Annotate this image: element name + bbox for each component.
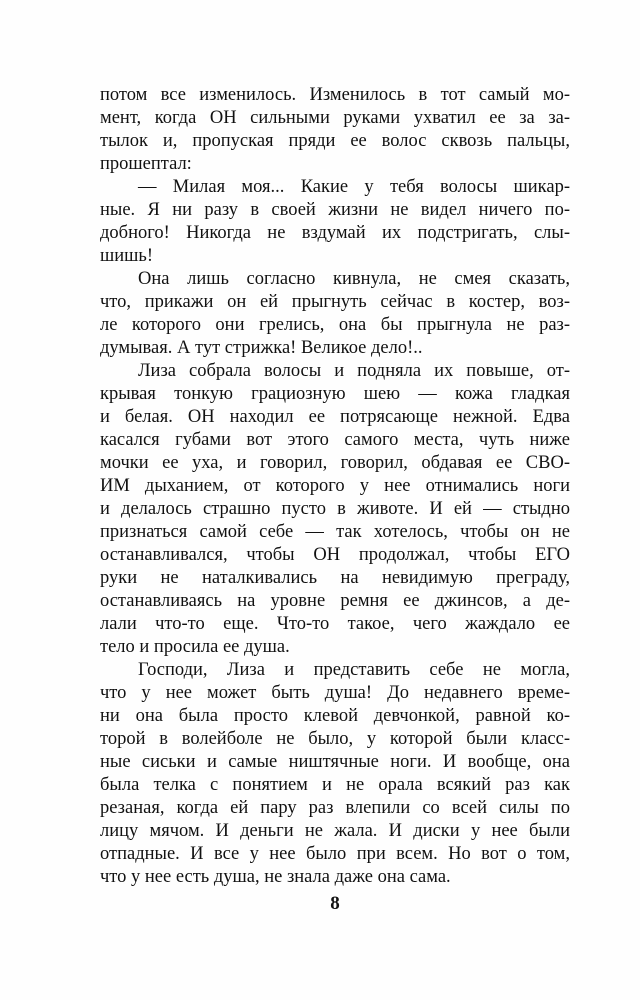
text-line: что у нее есть душа, не знала даже она сама. — [100, 867, 451, 887]
text-line: мочки ее уха, и говорил, говорил, обдавая ее СВО- — [100, 453, 570, 473]
text-line: Она лишь согласно кивнула, не смея сказать, — [138, 269, 570, 289]
text-line: отпадные. И все у нее было при всем. Но вот о том, — [100, 844, 570, 864]
page-number: 8 — [330, 893, 340, 914]
text-line: лицу мячом. И деньги не жала. И диски у нее были — [100, 821, 570, 841]
text-line: добного! Никогда не вздумай их подстригать, слы- — [100, 223, 570, 243]
text-line: ные. Я ни разу в своей жизни не видел ничего по- — [100, 200, 570, 220]
text-line: потом все изменилось. Изменилось в тот самый мо- — [100, 85, 570, 105]
text-line: мент, когда ОН сильными руками ухватил ее за за- — [100, 108, 570, 128]
text-line: признаться самой себе — так хотелось, чтобы он не — [100, 522, 570, 542]
text-line: ИМ дыханием, от которого у нее отнимались ноги — [100, 476, 570, 496]
text-paragraph — [100, 268, 570, 360]
text-line: что у нее может быть душа! До недавнего време- — [100, 683, 570, 703]
text-block — [100, 84, 570, 889]
text-line: крывая тонкую грациозную шею — кожа гладкая — [100, 384, 570, 404]
text-line: прошептал: — [100, 154, 192, 174]
text-line: тылок и, пропуская пряди ее волос сквозь пальцы, — [100, 131, 570, 151]
text-line: ле которого они грелись, она бы прыгнула не раз- — [100, 315, 570, 335]
text-line: касался губами вот этого самого места, чуть ниже — [100, 430, 570, 450]
text-paragraph — [100, 176, 570, 268]
text-line: ные сиськи и самые ништячные ноги. И вообще, она — [100, 752, 570, 772]
text-line: Лиза собрала волосы и подняла их повыше, от- — [138, 361, 570, 381]
text-line: думывая. А тут стрижка! Великое дело!.. — [100, 338, 423, 358]
text-line: была телка с понятием и не орала всякий раз как — [100, 775, 570, 795]
text-line: Господи, Лиза и представить себе не могла, — [138, 660, 570, 680]
text-line: тело и просила ее душа. — [100, 637, 290, 657]
text-paragraph — [100, 84, 570, 176]
text-line: ни она была просто клевой девчонкой, равной ко- — [100, 706, 570, 726]
text-line: и белая. ОН находил ее потрясающе нежной. Едва — [100, 407, 570, 427]
text-line: торой в волейболе не было, у которой были класс- — [100, 729, 570, 749]
text-line: что, прикажи он ей прыгнуть сейчас в костер, воз- — [100, 292, 570, 312]
text-line: останавливался, чтобы ОН продолжал, чтобы ЕГО — [100, 545, 570, 565]
text-line: шишь! — [100, 246, 153, 266]
text-line: и делалось страшно пусто в животе. И ей — стыдно — [100, 499, 570, 519]
text-line: — Милая моя... Какие у тебя волосы шикар- — [138, 177, 570, 197]
text-paragraph — [100, 360, 570, 659]
text-line: руки не наталкивались на невидимую преграду, — [100, 568, 570, 588]
text-line: лали что-то еще. Что-то такое, чего жаждало ее — [100, 614, 570, 634]
text-paragraph — [100, 659, 570, 889]
text-line: останавливаясь на уровне ремня ее джинсов, а де- — [100, 591, 570, 611]
text-line: резаная, когда ей пару раз влепили со всей силы по — [100, 798, 570, 818]
